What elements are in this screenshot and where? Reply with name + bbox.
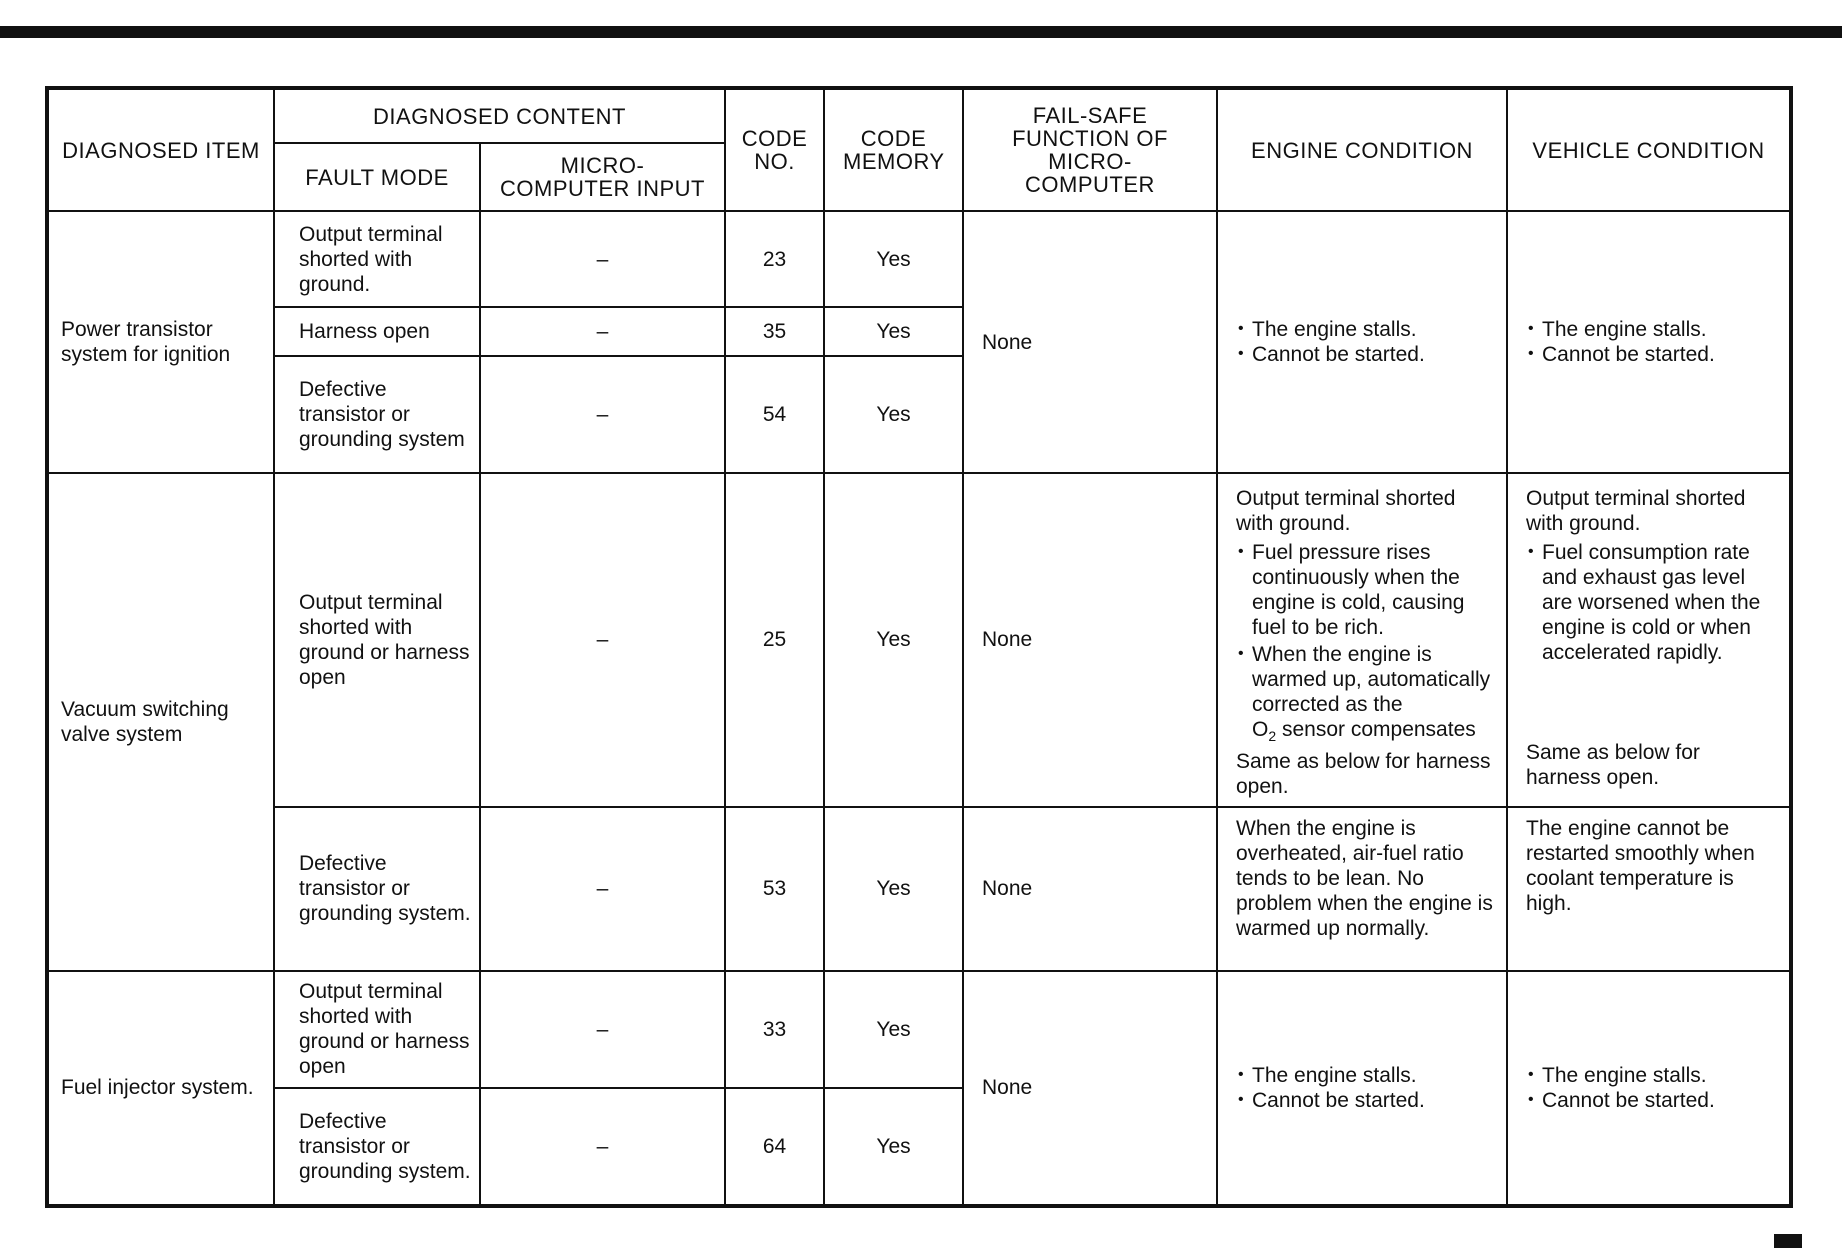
page-edge-mark	[1774, 1234, 1802, 1248]
header-code-no: CODE NO.	[725, 88, 824, 211]
vehicle-condition-bullet: • The engine stalls.	[1526, 1063, 1779, 1088]
vehicle-condition-outro: Same as below for harness open.	[1526, 741, 1700, 790]
micro-input-cell: –	[480, 473, 725, 806]
engine-condition-bullet: • Fuel pressure rises continuously when the engine is cold, causing fuel to be rich.	[1236, 540, 1496, 640]
table-row	[47, 473, 1791, 806]
engine-condition-cell: When the engine is overheated, air-fuel ratio tends to be lean. No problem when the engine is warmed up normally.	[1217, 807, 1507, 971]
o2-sensor-text: sensor compensates	[1276, 718, 1476, 742]
vehicle-condition-bullet: • Cannot be started.	[1526, 1088, 1779, 1113]
diagnosed-item-cell: Vacuum switching valve system	[47, 473, 274, 970]
fault-mode-cell: Defective transistor or grounding system	[274, 356, 480, 473]
micro-input-cell: –	[480, 807, 725, 971]
micro-input-cell: –	[480, 211, 725, 307]
micro-input-cell: –	[480, 971, 725, 1088]
table-row	[47, 971, 1791, 1088]
table-row	[47, 807, 1791, 971]
header-diagnosed-content: DIAGNOSED CONTENT	[274, 88, 725, 143]
code-memory-cell: Yes	[824, 473, 963, 806]
code-no-cell: 33	[725, 971, 824, 1088]
header-micro-input: MICRO-COMPUTER INPUT	[480, 143, 725, 211]
top-rule	[0, 26, 1842, 38]
code-memory-cell: Yes	[824, 356, 963, 473]
micro-input-cell: –	[480, 356, 725, 473]
code-memory-cell: Yes	[824, 307, 963, 356]
fault-mode-cell: Output terminal shorted with ground.	[274, 211, 480, 307]
header-code-memory: CODE MEMORY	[824, 88, 963, 211]
vehicle-condition-cell	[1507, 971, 1791, 1206]
header-fail-safe: FAIL-SAFE FUNCTION OF MICRO-COMPUTER	[963, 88, 1217, 211]
vehicle-condition-bullet: • The engine stalls.	[1526, 317, 1779, 342]
vehicle-condition-bullet: • Cannot be started.	[1526, 342, 1779, 367]
vehicle-condition-bullet: • Fuel consumption rate and exhaust gas level are worsened when the engine is cold or when accelerated rapidly.	[1526, 540, 1779, 665]
code-no-cell: 25	[725, 473, 824, 806]
engine-condition-intro: Output terminal shorted with ground.	[1236, 487, 1456, 536]
header-diagnosed-item: DIAGNOSED ITEM	[47, 88, 274, 211]
fault-mode-cell: Output terminal shorted with ground or harness open	[274, 971, 480, 1088]
engine-condition-bullet: • The engine stalls.	[1236, 317, 1496, 342]
vehicle-condition-intro: Output terminal shorted with ground.	[1526, 487, 1746, 536]
vehicle-condition-cell	[1507, 211, 1791, 473]
header-engine-condition: ENGINE CONDITION	[1217, 88, 1507, 211]
engine-condition-cell	[1217, 211, 1507, 473]
fault-mode-cell: Harness open	[274, 307, 480, 356]
header-fault-mode: FAULT MODE	[274, 143, 480, 211]
fail-safe-cell: None	[963, 971, 1217, 1206]
vehicle-condition-cell: The engine cannot be restarted smoothly when coolant temperature is high.	[1507, 807, 1791, 971]
micro-input-cell: –	[480, 1088, 725, 1206]
engine-condition-cell	[1217, 971, 1507, 1206]
engine-condition-bullet: • Cannot be started.	[1236, 1088, 1496, 1113]
fault-mode-cell: Defective transistor or grounding system.	[274, 1088, 480, 1206]
fault-mode-cell: Output terminal shorted with ground or harness open	[274, 473, 480, 806]
engine-condition-outro: Same as below for harness open.	[1236, 750, 1491, 799]
code-no-cell: 64	[725, 1088, 824, 1206]
engine-condition-bullet	[1236, 642, 1496, 749]
code-no-cell: 54	[725, 356, 824, 473]
fail-safe-cell: None	[963, 473, 1217, 806]
diagnosis-table	[45, 86, 1793, 1208]
table-row	[47, 211, 1791, 307]
engine-condition-cell	[1217, 473, 1507, 806]
code-no-cell: 35	[725, 307, 824, 356]
header-vehicle-condition: VEHICLE CONDITION	[1507, 88, 1791, 211]
engine-condition-bullet: • Cannot be started.	[1236, 342, 1496, 367]
engine-condition-bullet: • The engine stalls.	[1236, 1063, 1496, 1088]
micro-input-cell: –	[480, 307, 725, 356]
code-memory-cell: Yes	[824, 1088, 963, 1206]
diagnosed-item-cell: Power transistor system for ignition	[47, 211, 274, 473]
fail-safe-cell: None	[963, 807, 1217, 971]
code-memory-cell: Yes	[824, 971, 963, 1088]
vehicle-condition-cell	[1507, 473, 1791, 806]
o2-subscript: 2	[1268, 728, 1277, 745]
diagnosed-item-cell: Fuel injector system.	[47, 971, 274, 1206]
code-memory-cell: Yes	[824, 807, 963, 971]
code-no-cell: 23	[725, 211, 824, 307]
code-memory-cell: Yes	[824, 211, 963, 307]
fail-safe-cell: None	[963, 211, 1217, 473]
engine-condition-bullet-text: When the engine is warmed up, automatically corrected as the	[1252, 643, 1491, 717]
fault-mode-cell: Defective transistor or grounding system.	[274, 807, 480, 971]
o2-symbol: O	[1252, 718, 1269, 742]
code-no-cell: 53	[725, 807, 824, 971]
